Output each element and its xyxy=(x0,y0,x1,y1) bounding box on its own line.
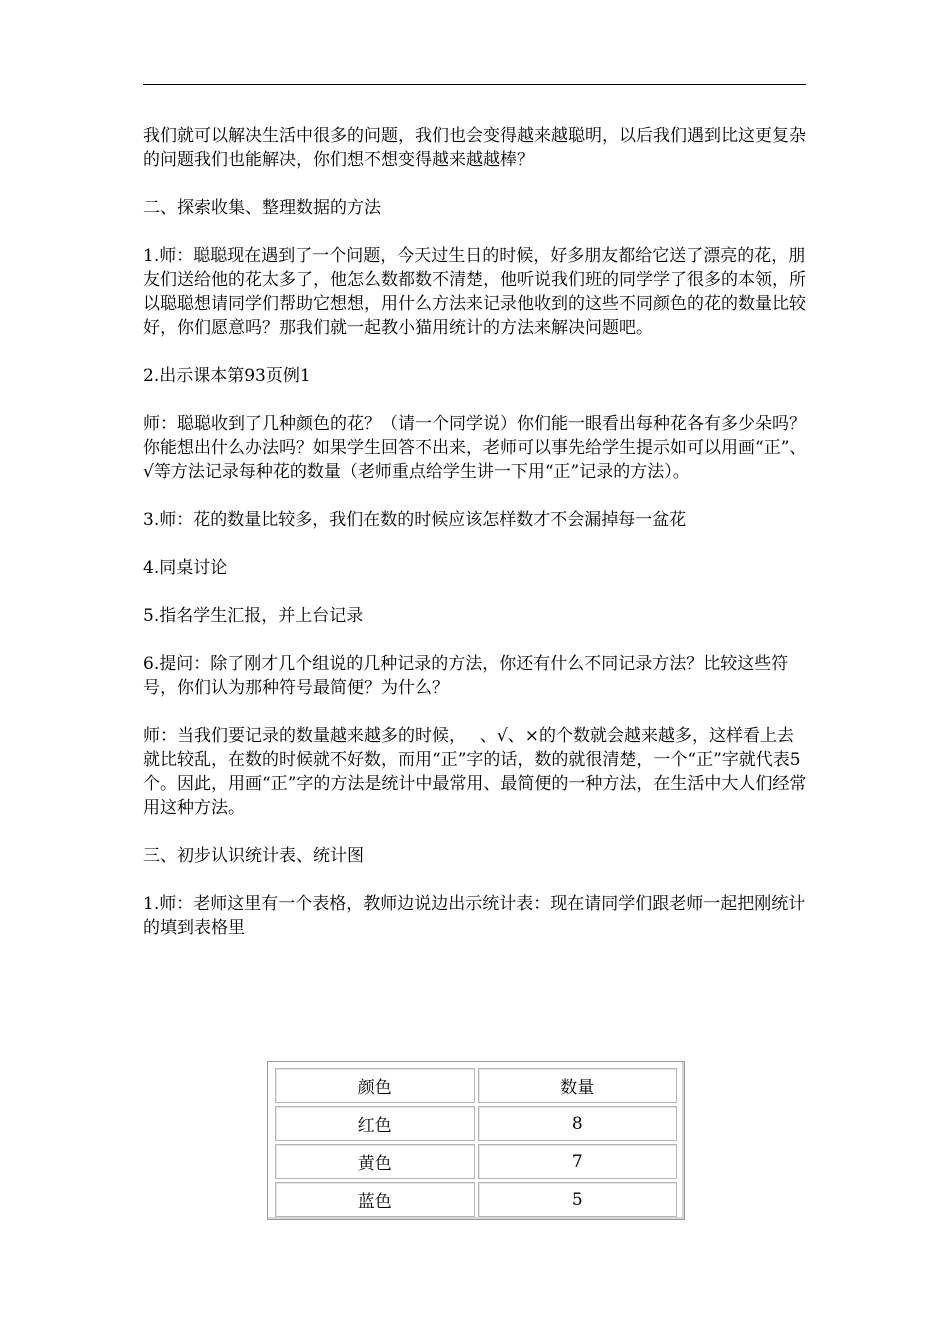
statistics-table-frame xyxy=(267,1061,685,1220)
table-cell-count: 7 xyxy=(478,1144,678,1179)
table-cell-color: 蓝色 xyxy=(275,1182,475,1217)
paragraph-step-3: 3.师：花的数量比较多，我们在数的时候应该怎样数才不会漏掉每一盆花 xyxy=(143,510,687,530)
paragraph-teacher-question: 师：聪聪收到了几种颜色的花？（请一个同学说）你们能一眼看出每种花各有多少朵吗？你能想出什么办法吗？如果学生回答不出来，老师可以事先给学生提示如可以用画“正”、√等方法记录每种花的数量（老师重点给学生讲一下用“正”记录的方法）。 xyxy=(143,414,807,482)
paragraph-table-intro: 1.师：老师这里有一个表格，教师边说边出示统计表：现在请同学们跟老师一起把刚统计的填到表格里 xyxy=(143,894,806,938)
table-cell-count: 5 xyxy=(478,1182,678,1217)
paragraph-step-5: 5.指名学生汇报，并上台记录 xyxy=(143,606,364,626)
paragraph-step-1: 1.师：聪聪现在遇到了一个问题，今天过生日的时候，好多朋友都给它送了漂亮的花，朋友们送给他的花太多了，他怎么数都数不清楚，他听说我们班的同学学了很多的本领，所以聪聪想请同学们帮助它想想，用什么方法来记录他收到的这些不同颜色的花的数量比较好，你们愿意吗？那我们就一起教小猫用统计的方法来解决问题吧。 xyxy=(143,246,806,338)
header-rule xyxy=(143,84,806,85)
table-row xyxy=(275,1144,677,1179)
section-heading-3: 三、初步认识统计表、统计图 xyxy=(143,846,364,866)
document-body xyxy=(143,124,808,964)
table-header-row xyxy=(275,1068,677,1103)
paragraph-intro: 我们就可以解决生活中很多的问题，我们也会变得越来越聪明，以后我们遇到比这更复杂的问题我们也能解决，你们想不想变得越来越越棒？ xyxy=(143,126,806,170)
table-row xyxy=(275,1182,677,1217)
table-header-color: 颜色 xyxy=(275,1068,475,1103)
statistics-table xyxy=(272,1065,680,1220)
paragraph-step-6: 6.提问：除了刚才几个组说的几种记录的方法，你还有什么不同记录方法？比较这些符号，你们认为那种符号最简便？为什么？ xyxy=(143,654,789,698)
table-row xyxy=(275,1106,677,1141)
table-cell-color: 红色 xyxy=(275,1106,475,1141)
table-cell-color: 黄色 xyxy=(275,1144,475,1179)
paragraph-teacher-summary: 师：当我们要记录的数量越来越多的时候， 、√、×的个数就会越来越多，这样看上去就比较乱，在数的时候就不好数，而用“正”字的话，数的就很清楚，一个“正”字就代表5个。因此，用画“正”字的方法是统计中最常用、最简便的一种方法，在生活中大人们经常用这种方法。 xyxy=(143,726,807,818)
table-cell-count: 8 xyxy=(478,1106,678,1141)
paragraph-step-4: 4.同桌讨论 xyxy=(143,558,228,578)
table-header-count: 数量 xyxy=(478,1068,678,1103)
section-heading-2: 二、探索收集、整理数据的方法 xyxy=(143,198,381,218)
paragraph-step-2: 2.出示课本第93页例1 xyxy=(143,366,311,386)
